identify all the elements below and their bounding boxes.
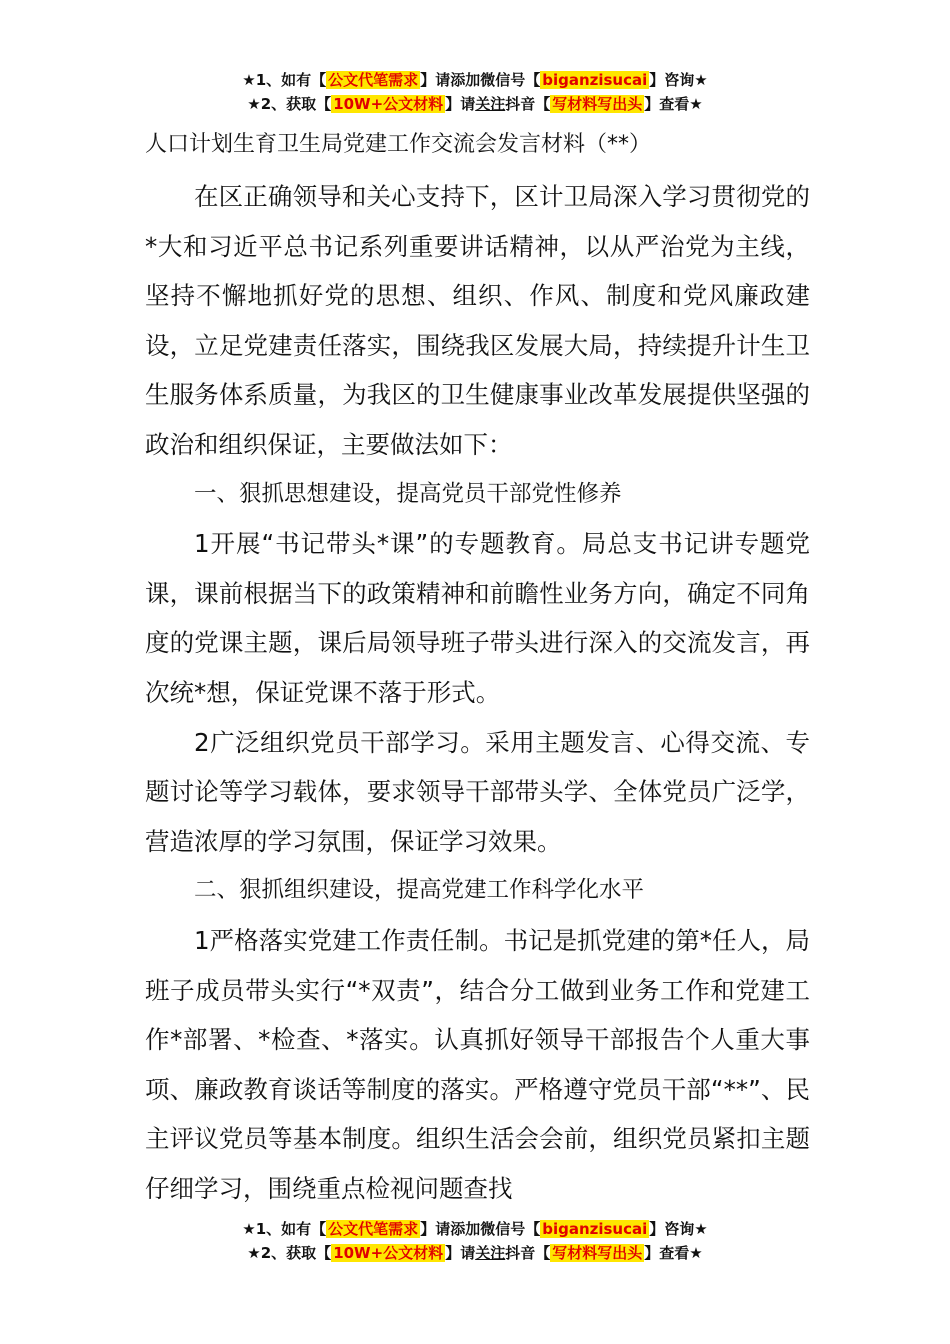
promo-text: ★1、如有【 (242, 71, 327, 89)
promo-banner-top (0, 68, 950, 116)
promo-highlight: 10W+公文材料 (333, 95, 444, 113)
promo-text: 】请 (445, 95, 476, 113)
promo-line-2 (0, 1241, 950, 1265)
promo-text: 】查看★ (644, 1244, 703, 1262)
promo-text: 】请添加微信号【 (420, 71, 541, 89)
promo-highlight-douyin: 写材料写出头 (552, 95, 643, 113)
promo-underlined: 关注 (475, 1244, 506, 1262)
promo-text: 】咨询★ (649, 1220, 708, 1238)
promo-highlight-douyin: 写材料写出头 (552, 1244, 643, 1262)
promo-text: 抖音【 (505, 1244, 551, 1262)
intro-paragraph: 在区正确领导和关心支持下，区计卫局深入学习贯彻党的*大和习近平总书记系列重要讲话精神，以从严治党为主线，坚持不懈地抓好党的思想、组织、作风、制度和党风廉政建设，立足党建责任落实，围绕我区发展大局，持续提升计生卫生服务体系质量，为我区的卫生健康事业改革发展提供坚强的政治和组织保证，主要做法如下： (145, 182, 810, 459)
section-1-heading: 一、狠抓思想建设，提高党员干部党性修养 (194, 480, 622, 507)
promo-text: 】咨询★ (649, 71, 708, 89)
promo-underlined: 关注 (475, 95, 506, 113)
document-body (145, 128, 810, 1213)
promo-text: 】请添加微信号【 (420, 1220, 541, 1238)
section-2-heading: 二、狠抓组织建设，提高党建工作科学化水平 (194, 877, 645, 904)
promo-text: ★2、获取【 (247, 1244, 332, 1262)
promo-text: 】查看★ (644, 95, 703, 113)
promo-text: 】请 (445, 1244, 476, 1262)
promo-text: ★1、如有【 (242, 1220, 327, 1238)
promo-text: 抖音【 (505, 95, 551, 113)
promo-highlight: 10W+公文材料 (333, 1244, 444, 1262)
section-1-item-2: 2广泛组织党员干部学习。采用主题发言、心得交流、专题讨论等学习载体，要求领导干部带头学、全体党员广泛学，营造浓厚的学习氛围，保证学习效果。 (145, 727, 810, 856)
section-1-item-1: 1开展“书记带头*课”的专题教育。局总支书记讲专题党课，课前根据当下的政策精神和前瞻性业务方向，确定不同角度的党课主题，课后局领导班子带头进行深入的交流发言，再次统*想，保证党课不落于形式。 (145, 529, 810, 707)
promo-highlight-wechat-id: biganzisucai (542, 71, 648, 89)
promo-highlight: 公文代笔需求 (328, 71, 419, 89)
promo-highlight-wechat-id: biganzisucai (542, 1220, 648, 1238)
promo-line-1 (0, 68, 950, 92)
promo-line-2 (0, 92, 950, 116)
document-title: 人口计划生育卫生局党建工作交流会发言材料（**） (145, 132, 652, 157)
promo-text: ★2、获取【 (247, 95, 332, 113)
promo-banner-bottom (0, 1217, 950, 1265)
section-2-item-1: 1严格落实党建工作责任制。书记是抓党建的第*任人，局班子成员带头实行“*双责”，结合分工做到业务工作和党建工作*部署、*检查、*落实。认真抓好领导干部报告个人重大事项、廉政教育谈话等制度的落实。严格遵守党员干部“**”、民主评议党员等基本制度。组织生活会会前，组织党员紧扣主题仔细学习，围绕重点检视问题查找 (145, 925, 810, 1203)
promo-line-1 (0, 1217, 950, 1241)
promo-highlight: 公文代笔需求 (328, 1220, 419, 1238)
